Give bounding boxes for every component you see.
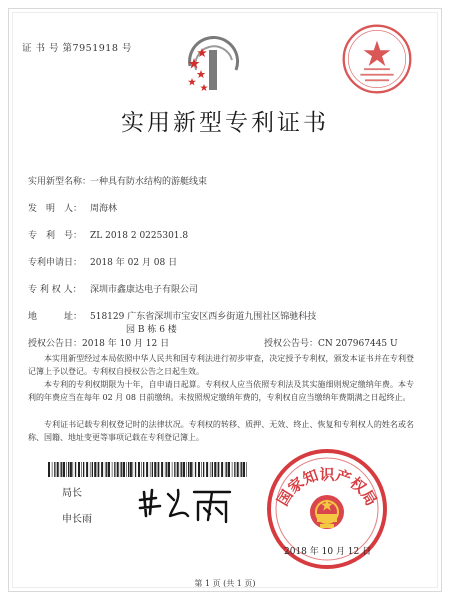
director-name: 申长雨 xyxy=(62,514,92,525)
handwritten-signature xyxy=(134,480,234,530)
field-label: 专利申请日： xyxy=(28,258,83,268)
field-address xyxy=(28,309,316,322)
field-patentee xyxy=(28,282,198,295)
field-application-date xyxy=(28,255,177,268)
seal-date: 2018 年 10 月 12 日 xyxy=(284,547,372,557)
field-patent-number xyxy=(28,228,188,241)
page-number: 第 1 页 (共 1 页) xyxy=(194,579,256,588)
field-utility-model-name xyxy=(28,174,207,187)
certificate-title: 实用新型专利证书 xyxy=(121,110,329,136)
field-value: 周海林 xyxy=(90,204,118,214)
field-label: 实用新型名称： xyxy=(28,177,92,187)
seal-text: 国家知识产权局 xyxy=(273,465,381,509)
patent-office-emblem-icon xyxy=(182,36,244,98)
field-value: 深圳市鑫康达电子有限公司 xyxy=(90,285,199,295)
field-value: 518129 广东省深圳市宝安区西乡街道九围社区锦驰科技 xyxy=(90,312,317,322)
field-value: 2018 年 02 月 08 日 xyxy=(90,258,178,268)
field-value: ZL 2018 2 0225301.8 xyxy=(90,231,189,241)
certificate-number: 证 书 号 第7951918 号 xyxy=(22,43,132,54)
field-value: 一种具有防水结构的游艇线束 xyxy=(90,177,208,187)
grant-date: 授权公告日：2018 年 10 月 12 日 xyxy=(28,339,170,349)
field-label: 发 明 人： xyxy=(28,204,83,214)
paragraph-legal-status: 专利证书记载专利权登记时的法律状况。专利权的转移、质押、无效、终止、恢复和专利权人的姓名或名称、国籍、地址变更等事项记载在专利登记簿上。 xyxy=(28,420,414,442)
grant-announcement-date xyxy=(28,336,169,349)
paragraph-term-and-fees: 本专利的专利权期限为十年，自申请日起算。专利权人应当依照专利法及其实施细则规定缴纳年费。本专利的年费应当在每年 02 月 08 日前缴纳。未按照规定缴纳年费的，专利权自应当缴纳年费期满之日起终止。 xyxy=(28,380,414,402)
director-title: 局长 xyxy=(62,488,82,499)
address-line-2: 园 B 栋 6 楼 xyxy=(126,325,177,335)
field-label: 专 利 号： xyxy=(28,231,83,241)
field-inventor xyxy=(28,201,117,214)
paragraph-examination: 本实用新型经过本局依照中华人民共和国专利法进行初步审查，决定授予专利权，颁发本证书并在专利登记簿上予以登记。专利权自授权公告之日起生效。 xyxy=(28,354,414,376)
field-label: 地 址： xyxy=(28,312,83,322)
grant-publication-number: 授权公告号：CN 207967445 U xyxy=(264,339,398,349)
agency-seal-stamp xyxy=(340,22,414,96)
barcode xyxy=(48,462,248,477)
field-label: 专 利 权 人： xyxy=(28,285,82,295)
